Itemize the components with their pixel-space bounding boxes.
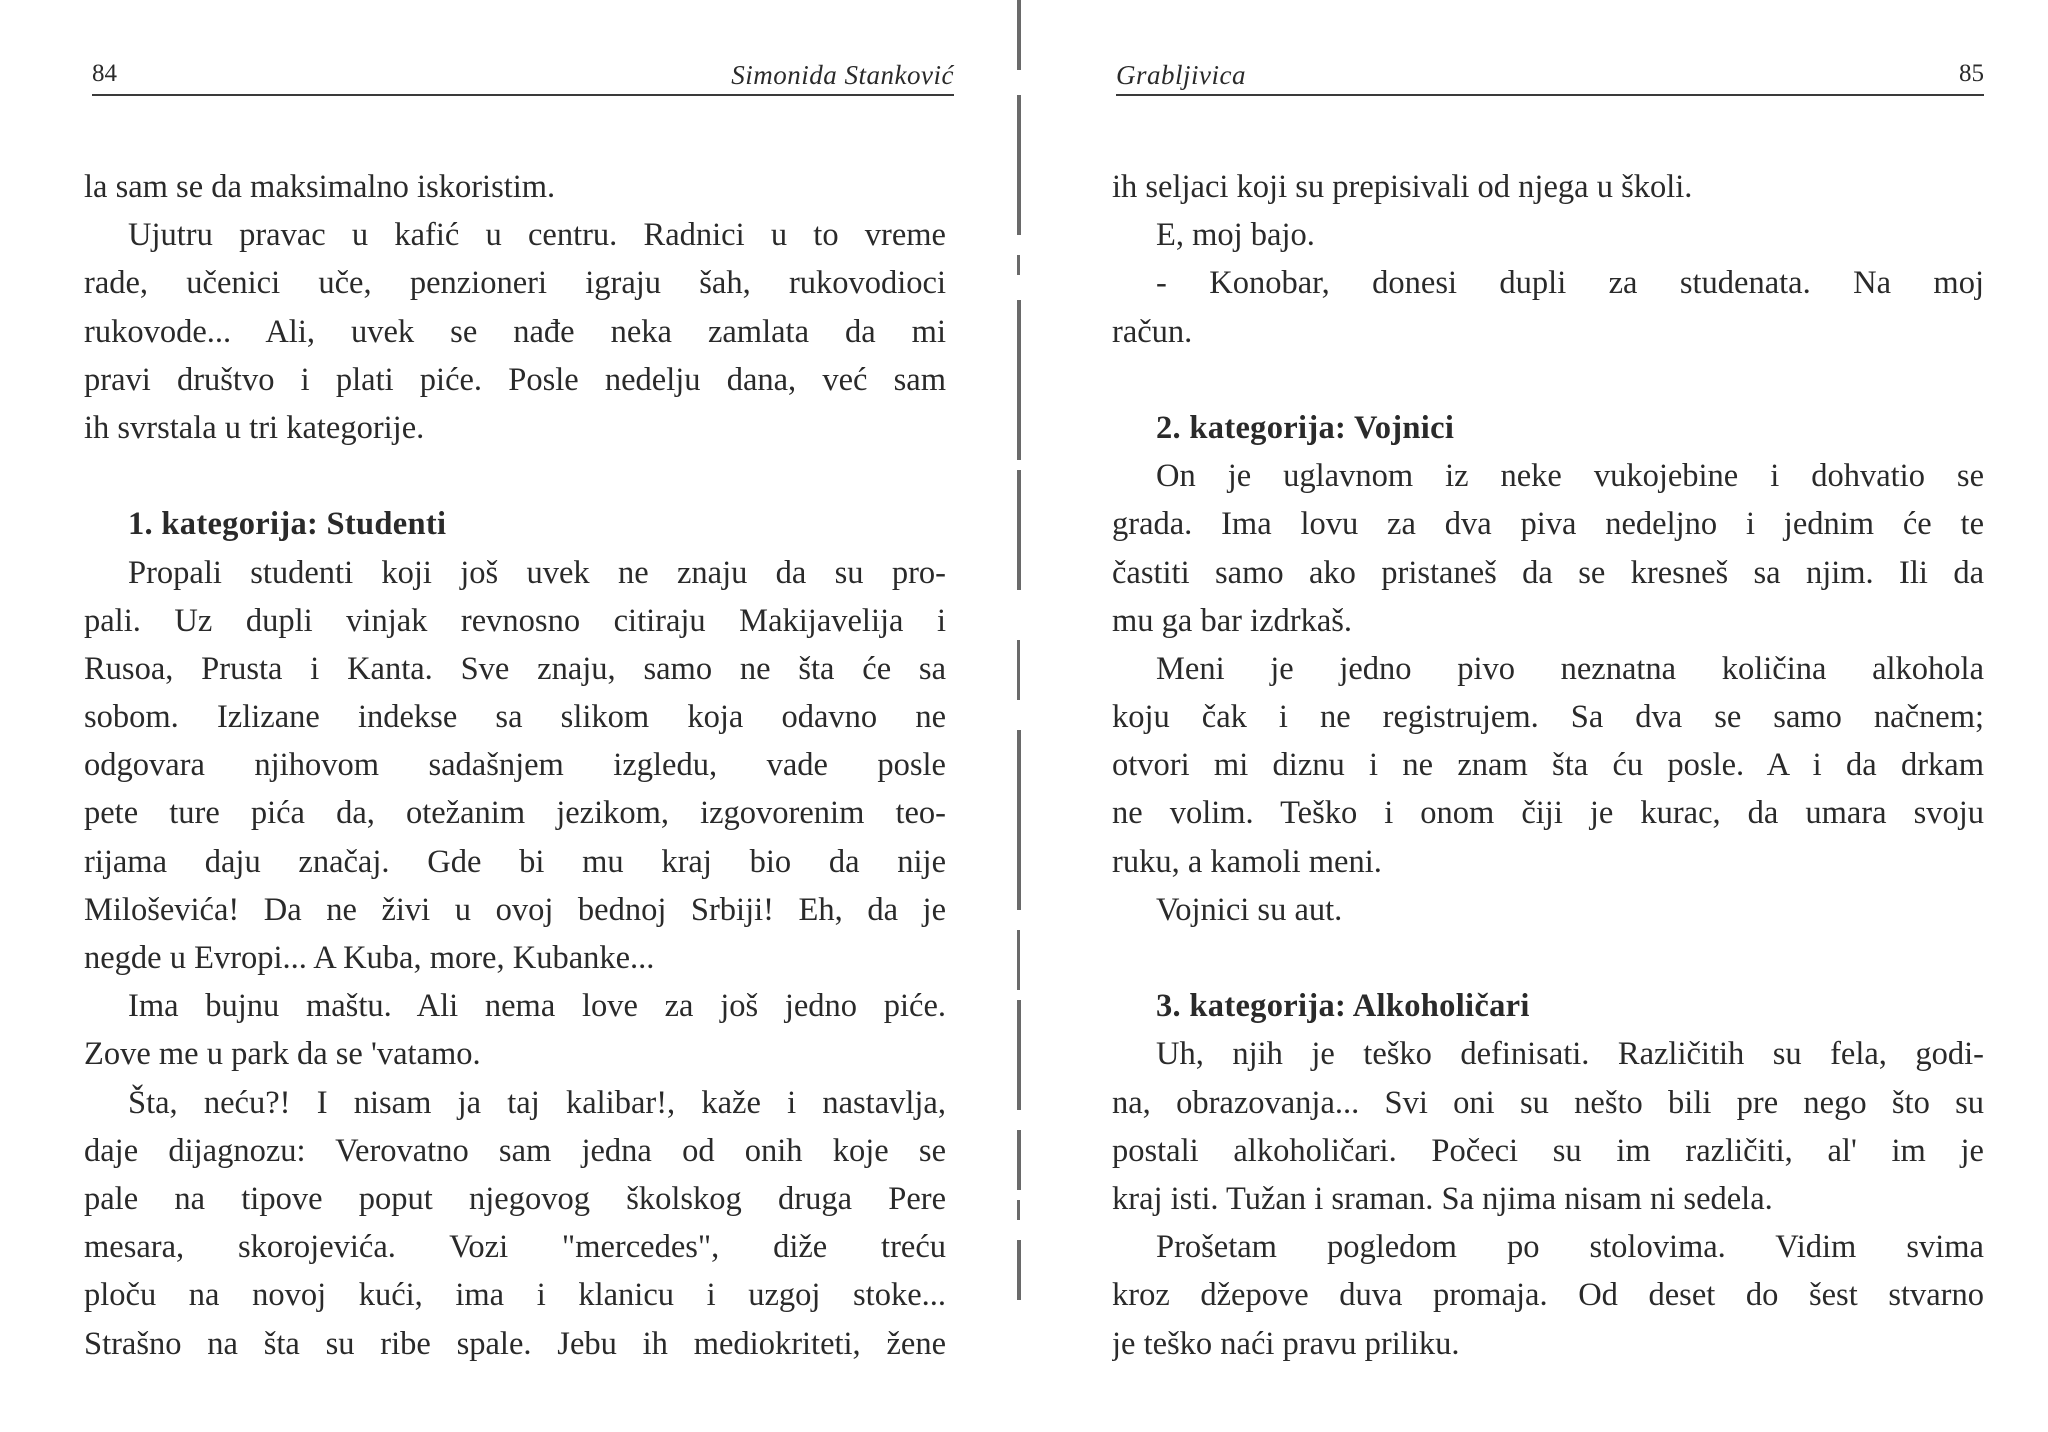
text-line: rade, učenici uče, penzioneri igraju šah, rukovodioci: [84, 265, 946, 302]
text-line: Ima bujnu maštu. Ali nema love za još jedno piće.: [128, 988, 946, 1025]
running-head-title: Grabljivica: [1116, 60, 1246, 90]
paragraph-spacer: [1112, 356, 1984, 404]
text-line: otvori mi diznu i ne znam šta ću posle. A i da drkam: [1112, 747, 1984, 784]
text-line: ploču na novoj kući, ima i klanicu i uzgoj stoke...: [84, 1277, 946, 1314]
text-line: ruku, a kamoli meni.: [1112, 843, 1382, 880]
text-line: pale na tipove poput njegovog školskog druga Pere: [84, 1180, 946, 1217]
text-line: ih svrstala u tri kategorije.: [84, 409, 425, 446]
text-line: Meni je jedno pivo neznatna količina alkohola: [1156, 650, 1984, 687]
paragraph-spacer: [1112, 934, 1984, 982]
text-line: - Konobar, donesi dupli za studenata. Na moj: [1156, 265, 1984, 302]
text-line: negde u Evropi... A Kuba, more, Kubanke...: [84, 940, 655, 976]
running-head-author: Simonida Stanković: [731, 60, 954, 90]
text-line: Prošetam pogledom po stolovima. Vidim svima: [1156, 1229, 1984, 1266]
text-line: la sam se da maksimalno iskoristim.: [84, 169, 556, 205]
left-page-body-text: [84, 163, 946, 1368]
text-line: sobom. Izlizane indekse sa slikom koja odavno ne: [84, 699, 946, 736]
text-line: On je uglavnom iz neke vukojebine i dohvatio se: [1156, 458, 1984, 495]
text-line: kroz džepove duva promaja. Od deset do šest stvarno: [1112, 1277, 1984, 1314]
text-line: kraj isti. Tužan i sraman. Sa njima nisam ni sedela.: [1112, 1180, 1773, 1217]
text-line: rukovode... Ali, uvek se nađe neka zamlata da mi: [84, 313, 946, 350]
text-line: rijama daju značaj. Gde bi mu kraj bio da nije: [84, 843, 946, 880]
text-line: postali alkoholičari. Počeci su im različiti, al' im je: [1112, 1132, 1984, 1169]
text-line: Miloševića! Da ne živi u ovoj bednoj Srbiji! Eh, da je: [84, 891, 946, 928]
text-line: Šta, neću?! I nisam ja taj kalibar!, kaže i nastavlja,: [128, 1084, 946, 1121]
text-line: je teško naći pravu priliku.: [1112, 1325, 1460, 1362]
right-page-body-text: [1112, 163, 1984, 1368]
right-page: [1020, 0, 2048, 1432]
text-line: ne volim. Teško i onom čiji je kurac, da umara svoju: [1112, 795, 1984, 832]
text-line: mesara, skorojevića. Vozi "mercedes", diže treću: [84, 1229, 946, 1266]
text-line: Vojnici su aut.: [1156, 891, 1343, 928]
text-line: odgovara njihovom sadašnjem izgledu, vade posle: [84, 747, 946, 784]
text-line: grada. Ima lovu za dva piva nedeljno i jednim će te: [1112, 506, 1984, 543]
text-line: pravi društvo i plati piće. Posle nedelju dana, već sam: [84, 361, 946, 398]
text-line: Rusoa, Prusta i Kanta. Sve znaju, samo ne šta će sa: [84, 650, 946, 687]
text-line: pali. Uz dupli vinjak revnosno citiraju Makijavelija i: [84, 602, 946, 639]
text-line: Zove me u park da se 'vatamo.: [84, 1036, 481, 1073]
text-line: na, obrazovanja... Svi oni su nešto bili pre nego što su: [1112, 1084, 1984, 1121]
text-line: častiti samo ako pristaneš da se kresneš sa njim. Ili da: [1112, 554, 1984, 591]
text-line: mu ga bar izdrkaš.: [1112, 602, 1353, 639]
text-line: Propali studenti koji još uvek ne znaju da su pro-: [128, 554, 946, 591]
section-heading: 3. kategorija: Alkoholičari: [1156, 988, 1530, 1025]
page-number: 85: [1959, 60, 1984, 87]
text-line: koju čak i ne registrujem. Sa dva se samo načnem;: [1112, 699, 1984, 736]
text-line: Strašno na šta su ribe spale. Jebu ih mediokriteti, žene: [84, 1325, 946, 1362]
text-line: Ujutru pravac u kafić u centru. Radnici u to vreme: [128, 217, 946, 254]
left-page-header: [92, 58, 954, 96]
text-line: račun.: [1112, 313, 1193, 350]
right-page-header: [1116, 58, 1984, 96]
text-line: E, moj bajo.: [1156, 217, 1315, 254]
text-line: Uh, njih je teško definisati. Različitih su fela, godi-: [1156, 1036, 1984, 1073]
paragraph-spacer: [84, 452, 946, 500]
text-line: ih seljaci koji su prepisivali od njega u školi.: [1112, 169, 1693, 205]
text-line: pete ture pića da, otežanim jezikom, izgovorenim teo-: [84, 795, 946, 832]
section-heading: 1. kategorija: Studenti: [128, 506, 447, 543]
left-page: [0, 0, 1020, 1432]
section-heading: 2. kategorija: Vojnici: [1156, 409, 1455, 446]
page-number: 84: [92, 60, 117, 87]
text-line: daje dijagnozu: Verovatno sam jedna od onih koje se: [84, 1132, 946, 1169]
